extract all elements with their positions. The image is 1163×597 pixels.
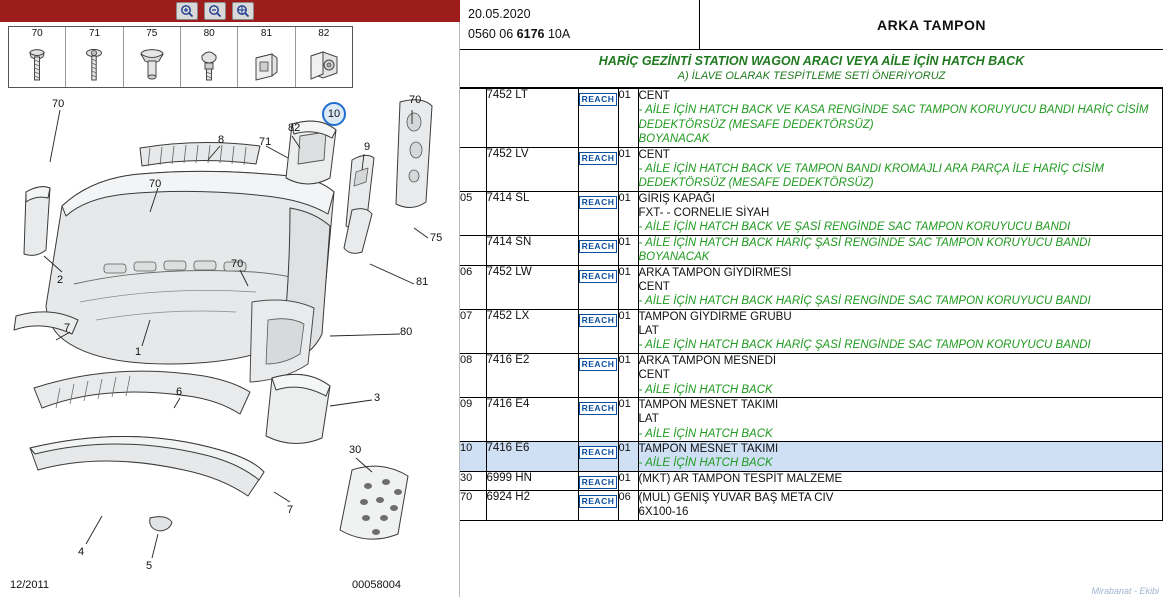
clip-bolt-icon <box>196 44 222 84</box>
page-title: ARKA TAMPON <box>877 16 986 33</box>
header-reference <box>468 24 691 44</box>
table-row[interactable] <box>460 89 1163 148</box>
description-line: CENT <box>638 369 670 382</box>
callout-label: 70 <box>52 98 65 110</box>
row-description <box>638 442 1163 472</box>
callout-label: 2 <box>57 274 64 286</box>
description-heading: TAMPON GİYDİRME GRUBU <box>638 310 792 323</box>
fastener-legend <box>8 26 353 88</box>
callout-label: 70 <box>231 258 244 270</box>
description-heading: TAMPON MESNET TAKIMI <box>638 398 779 411</box>
reach-badge: REACH <box>579 495 618 508</box>
fastener-cell <box>9 27 66 87</box>
row-description <box>638 353 1163 397</box>
row-part-reference[interactable]: 7452 LW <box>486 265 578 309</box>
notice-line-1: HARİÇ GEZİNTİ STATION WAGON ARACI VEYA AİLE İÇİN HATCH BACK <box>598 54 1025 68</box>
selected-callout-10[interactable]: 10 <box>322 102 346 126</box>
row-part-reference[interactable]: 7416 E6 <box>486 442 578 472</box>
row-part-reference[interactable]: 7452 LV <box>486 147 578 191</box>
row-quantity: 01 <box>618 265 638 309</box>
row-part-reference[interactable]: 7416 E2 <box>486 353 578 397</box>
callout-label: 6 <box>176 386 183 398</box>
reach-badge-cell <box>578 490 618 520</box>
reach-badge-cell <box>578 309 618 353</box>
row-group-number: 08 <box>460 353 486 397</box>
row-description <box>638 89 1163 148</box>
row-description <box>638 147 1163 191</box>
fastener-cell <box>238 27 295 87</box>
ref-bold: 6176 <box>516 27 545 41</box>
diagram-code: 00058004 <box>352 579 401 591</box>
header-left <box>460 0 700 49</box>
reach-badge-cell <box>578 471 618 490</box>
callout-label: 82 <box>288 122 301 134</box>
fastener-number: 70 <box>31 28 43 39</box>
description-line: FXT- - CORNELIE SİYAH <box>638 207 770 219</box>
row-group-number: 07 <box>460 309 486 353</box>
fastener-cell <box>66 27 123 87</box>
parts-table-body <box>460 89 1163 521</box>
description-line: CENT <box>638 280 670 293</box>
watermark: Mirabanat - Ekibi <box>1091 586 1159 596</box>
description-line: BOYANACAK <box>638 133 710 146</box>
row-description <box>638 397 1163 441</box>
description-heading: GİRİŞ KAPAĞI <box>638 192 715 205</box>
description-line: - AİLE İÇİN HATCH BACK HARİÇ ŞASİ RENGİNDE SAC TAMPON KORUYUCU BANDI <box>638 236 1091 249</box>
description-line: - AİLE İÇİN HATCH BACK <box>638 383 773 396</box>
bolt-icon <box>82 44 106 84</box>
description-heading: TAMPON MESNET TAKIMI <box>638 443 779 455</box>
description-line: - AİLE İÇİN HATCH BACK HARİÇ ŞASİ RENGİNDE SAC TAMPON KORUYUCU BANDI <box>638 295 1091 308</box>
callout-label: 9 <box>364 141 371 153</box>
row-description <box>638 471 1163 490</box>
table-row[interactable] <box>460 147 1163 191</box>
row-quantity: 06 <box>618 490 638 520</box>
diagram-toolbar <box>0 0 460 22</box>
description-line: CENT <box>638 90 670 102</box>
table-row[interactable] <box>460 309 1163 353</box>
reach-badge-cell <box>578 265 618 309</box>
row-quantity: 01 <box>618 397 638 441</box>
callout-label: 5 <box>146 560 153 572</box>
description-heading: ARKA TAMPON MESNEDİ <box>638 354 777 367</box>
row-group-number <box>460 147 486 191</box>
reach-badge-cell <box>578 442 618 472</box>
reach-badge-cell <box>578 191 618 235</box>
description-line: LAT <box>638 325 659 337</box>
description-line: LAT <box>638 413 659 426</box>
row-quantity: 01 <box>618 89 638 148</box>
row-quantity: 01 <box>618 235 638 265</box>
callout-label: 30 <box>349 444 362 456</box>
ref-suffix: 10A <box>544 27 571 41</box>
row-description <box>638 309 1163 353</box>
row-quantity: 01 <box>618 353 638 397</box>
description-line: - AİLE İÇİN HATCH BACK <box>638 427 773 440</box>
notice-line-2: A) İLAVE OLARAK TESPİTLEME SETİ ÖNERİYORUZ <box>677 70 946 82</box>
callout-label: 70 <box>409 94 422 106</box>
row-group-number: 09 <box>460 397 486 441</box>
fastener-number: 75 <box>146 28 158 39</box>
parts-list-panel <box>460 0 1163 597</box>
list-header <box>460 0 1163 50</box>
reach-badge-cell <box>578 353 618 397</box>
description-heading: (MUL) GENİŞ YUVAR BAŞ META CIV <box>638 491 834 504</box>
fastener-number: 81 <box>260 28 273 39</box>
row-group-number: 10 <box>460 442 486 472</box>
description-line: - AİLE İÇİN HATCH BACK <box>638 457 773 470</box>
fastener-number: 82 <box>318 28 330 39</box>
row-group-number: 06 <box>460 265 486 309</box>
row-group-number: 05 <box>460 191 486 235</box>
table-row[interactable] <box>460 235 1163 265</box>
reach-badge: REACH <box>579 446 618 459</box>
callout-label: 7 <box>64 322 71 334</box>
table-row[interactable] <box>460 442 1163 472</box>
row-part-reference[interactable]: 7452 LX <box>486 309 578 353</box>
reach-badge-cell <box>578 235 618 265</box>
reach-badge: REACH <box>579 270 618 283</box>
row-part-reference[interactable]: 7414 SL <box>486 191 578 235</box>
bracket-clip-icon <box>251 44 281 84</box>
reach-badge-cell <box>578 89 618 148</box>
reach-badge-cell <box>578 147 618 191</box>
reach-badge: REACH <box>579 152 618 165</box>
callout-label: 80 <box>400 326 413 338</box>
row-quantity: 01 <box>618 471 638 490</box>
row-part-reference[interactable]: 7416 E4 <box>486 397 578 441</box>
fastener-number: 80 <box>203 28 215 39</box>
description-heading: ARKA TAMPON GİYDİRMESİ <box>638 266 792 279</box>
screw-icon <box>25 44 49 84</box>
callout-label: 4 <box>78 546 85 558</box>
description-line: - AİLE İÇİN HATCH BACK HARİÇ ŞASİ RENGİNDE SAC TAMPON KORUYUCU BANDI <box>638 339 1091 352</box>
row-description <box>638 265 1163 309</box>
row-part-reference[interactable]: 7452 LT <box>486 89 578 148</box>
row-group-number: 30 <box>460 471 486 490</box>
exploded-diagram <box>0 88 460 572</box>
row-description <box>638 191 1163 235</box>
description-line: - AİLE İÇİN HATCH BACK VE ŞASİ RENGİNDE SAC TAMPON KORUYUCU BANDI <box>638 221 1071 234</box>
callout-label: 71 <box>259 136 272 148</box>
fastener-cell <box>181 27 238 87</box>
callout-label: 3 <box>374 392 381 404</box>
row-group-number: 70 <box>460 490 486 520</box>
description-line: CENT <box>638 148 670 161</box>
row-quantity: 01 <box>618 147 638 191</box>
row-description <box>638 490 1163 520</box>
zoom-in-icon[interactable] <box>176 2 198 20</box>
row-description <box>638 235 1163 265</box>
table-row[interactable] <box>460 265 1163 309</box>
row-group-number <box>460 235 486 265</box>
table-row[interactable] <box>460 191 1163 235</box>
fastener-cell <box>296 27 352 87</box>
callout-label: 70 <box>149 178 162 190</box>
row-part-reference[interactable]: 6999 HN <box>486 471 578 490</box>
zoom-fit-icon[interactable] <box>232 2 254 20</box>
nut-clip-icon <box>307 44 341 84</box>
reach-badge-cell <box>578 397 618 441</box>
description-line: 6X100-16 <box>638 506 689 519</box>
callout-label: 7 <box>287 504 294 516</box>
row-quantity: 01 <box>618 309 638 353</box>
reach-badge: REACH <box>579 314 618 327</box>
description-line: BOYANACAK <box>638 251 710 264</box>
callout-label: 1 <box>135 346 142 358</box>
reach-badge: REACH <box>579 358 618 371</box>
diagram-date: 12/2011 <box>10 579 49 591</box>
rivet-icon <box>137 44 167 84</box>
zoom-out-icon[interactable] <box>204 2 226 20</box>
row-quantity: 01 <box>618 191 638 235</box>
diagram-panel <box>0 0 460 597</box>
ref-prefix: 0560 06 <box>468 27 517 41</box>
reach-badge: REACH <box>579 476 618 489</box>
reach-badge: REACH <box>579 240 618 253</box>
reach-badge: REACH <box>579 196 618 209</box>
notice-block <box>460 50 1163 88</box>
fastener-cell <box>124 27 181 87</box>
description-line: - AİLE İÇİN HATCH BACK VE TAMPON BANDI KROMAJLI ARA PARÇA İLE HARİÇ CİSİM DEDEKTÖRSÜZ (MESAFE DEDEKTÖRSÜZ) <box>638 162 1104 190</box>
description-heading: (MKT) AR TAMPON TESPİT MALZEME <box>638 472 843 485</box>
description-line: - AİLE İÇİN HATCH BACK VE KASA RENGİNDE SAC TAMPON KORUYUCU BANDI HARİÇ CİSİM DEDEKTÖRSÜZ (MESAFE DEDEKTÖRSÜZ) <box>638 104 1149 131</box>
fastener-number: 71 <box>88 28 101 39</box>
reach-badge: REACH <box>579 402 618 415</box>
table-row[interactable] <box>460 397 1163 441</box>
callout-label: 81 <box>416 276 429 288</box>
table-row[interactable] <box>460 353 1163 397</box>
row-part-reference[interactable]: 6924 H2 <box>486 490 578 520</box>
callout-label: 75 <box>430 232 443 244</box>
row-quantity: 01 <box>618 442 638 472</box>
reach-badge: REACH <box>579 93 618 106</box>
header-date: 20.05.2020 <box>468 7 531 21</box>
parts-table <box>460 88 1163 521</box>
table-row[interactable] <box>460 490 1163 520</box>
row-part-reference[interactable]: 7414 SN <box>486 235 578 265</box>
row-group-number <box>460 89 486 148</box>
callout-label: 8 <box>218 134 225 146</box>
table-row[interactable] <box>460 471 1163 490</box>
